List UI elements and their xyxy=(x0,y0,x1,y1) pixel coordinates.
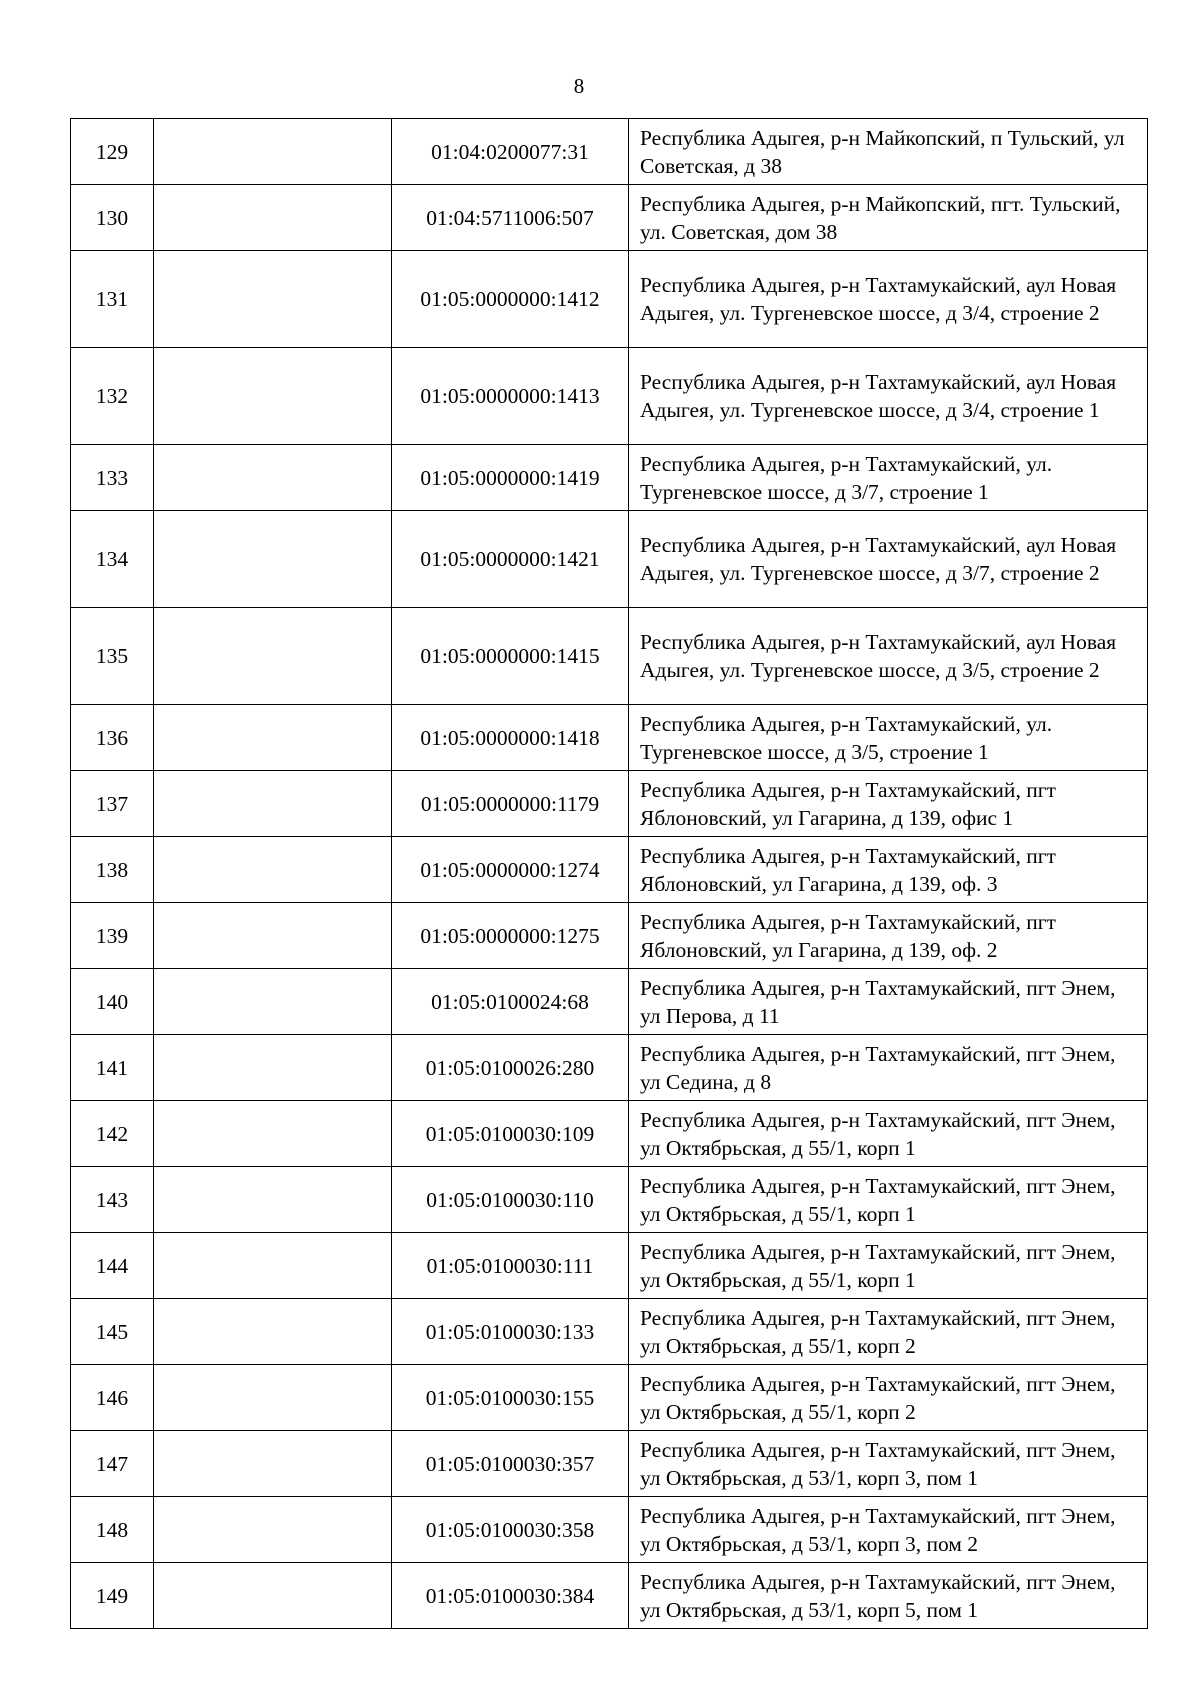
table-row xyxy=(71,1431,1148,1497)
table-row xyxy=(71,903,1148,969)
address: Республика Адыгея, р-н Тахтамукайский, аул Новая Адыгея, ул. Тургеневское шоссе, д 3/5, строение 2 xyxy=(629,608,1148,705)
cadastral-number: 01:05:0100030:384 xyxy=(392,1563,629,1629)
address: Республика Адыгея, р-н Тахтамукайский, пгт Энем, ул Октябрьская, д 53/1, корп 5, пом 1 xyxy=(629,1563,1148,1629)
cadastral-number: 01:05:0000000:1418 xyxy=(392,705,629,771)
row-number: 141 xyxy=(71,1035,154,1101)
empty-cell xyxy=(154,1497,392,1563)
table-row xyxy=(71,1233,1148,1299)
registry-table xyxy=(70,118,1148,1629)
address: Республика Адыгея, р-н Тахтамукайский, пгт Энем, ул Октябрьская, д 55/1, корп 1 xyxy=(629,1101,1148,1167)
cadastral-number: 01:04:0200077:31 xyxy=(392,119,629,185)
address: Республика Адыгея, р-н Тахтамукайский, пгт Энем, ул Октябрьская, д 55/1, корп 1 xyxy=(629,1167,1148,1233)
row-number: 129 xyxy=(71,119,154,185)
page-number: 8 xyxy=(573,74,585,98)
row-number: 131 xyxy=(71,251,154,348)
empty-cell xyxy=(154,608,392,705)
address: Республика Адыгея, р-н Майкопский, пгт. Тульский, ул. Советская, дом 38 xyxy=(629,185,1148,251)
cadastral-number: 01:05:0000000:1419 xyxy=(392,445,629,511)
cadastral-number: 01:05:0100030:110 xyxy=(392,1167,629,1233)
empty-cell xyxy=(154,511,392,608)
table-row xyxy=(71,445,1148,511)
row-number: 136 xyxy=(71,705,154,771)
address: Республика Адыгея, р-н Тахтамукайский, пгт Энем, ул Октябрьская, д 53/1, корп 3, пом 1 xyxy=(629,1431,1148,1497)
cadastral-number: 01:05:0100030:155 xyxy=(392,1365,629,1431)
address: Республика Адыгея, р-н Майкопский, п Тульский, ул Советская, д 38 xyxy=(629,119,1148,185)
empty-cell xyxy=(154,1101,392,1167)
table-row xyxy=(71,771,1148,837)
cadastral-number: 01:05:0100030:109 xyxy=(392,1101,629,1167)
empty-cell xyxy=(154,1299,392,1365)
row-number: 137 xyxy=(71,771,154,837)
address: Республика Адыгея, р-н Тахтамукайский, пгт Энем, ул Перова, д 11 xyxy=(629,969,1148,1035)
table-row xyxy=(71,1101,1148,1167)
address: Республика Адыгея, р-н Тахтамукайский, аул Новая Адыгея, ул. Тургеневское шоссе, д 3/4, строение 2 xyxy=(629,251,1148,348)
cadastral-number: 01:05:0100030:133 xyxy=(392,1299,629,1365)
address: Республика Адыгея, р-н Тахтамукайский, пгт Энем, ул Октябрьская, д 55/1, корп 2 xyxy=(629,1299,1148,1365)
cadastral-number: 01:05:0100030:111 xyxy=(392,1233,629,1299)
table-row xyxy=(71,705,1148,771)
table-row xyxy=(71,1563,1148,1629)
row-number: 133 xyxy=(71,445,154,511)
table-row xyxy=(71,969,1148,1035)
address: Республика Адыгея, р-н Тахтамукайский, пгт Энем, ул Октябрьская, д 53/1, корп 3, пом 2 xyxy=(629,1497,1148,1563)
empty-cell xyxy=(154,1365,392,1431)
empty-cell xyxy=(154,1563,392,1629)
cadastral-number: 01:05:0000000:1179 xyxy=(392,771,629,837)
cadastral-number: 01:05:0100030:358 xyxy=(392,1497,629,1563)
cadastral-number: 01:05:0100030:357 xyxy=(392,1431,629,1497)
row-number: 132 xyxy=(71,348,154,445)
row-number: 145 xyxy=(71,1299,154,1365)
address: Республика Адыгея, р-н Тахтамукайский, пгт Яблоновский, ул Гагарина, д 139, офис 1 xyxy=(629,771,1148,837)
row-number: 146 xyxy=(71,1365,154,1431)
cadastral-number: 01:05:0000000:1274 xyxy=(392,837,629,903)
empty-cell xyxy=(154,348,392,445)
table-row xyxy=(71,119,1148,185)
empty-cell xyxy=(154,837,392,903)
table-row xyxy=(71,251,1148,348)
table-row xyxy=(71,1035,1148,1101)
row-number: 142 xyxy=(71,1101,154,1167)
cadastral-number: 01:05:0000000:1412 xyxy=(392,251,629,348)
row-number: 148 xyxy=(71,1497,154,1563)
cadastral-number: 01:05:0000000:1413 xyxy=(392,348,629,445)
row-number: 144 xyxy=(71,1233,154,1299)
cadastral-number: 01:05:0000000:1421 xyxy=(392,511,629,608)
row-number: 139 xyxy=(71,903,154,969)
empty-cell xyxy=(154,1167,392,1233)
address: Республика Адыгея, р-н Тахтамукайский, ул. Тургеневское шоссе, д 3/7, строение 1 xyxy=(629,445,1148,511)
address: Республика Адыгея, р-н Тахтамукайский, пгт Энем, ул Седина, д 8 xyxy=(629,1035,1148,1101)
cadastral-number: 01:05:0100024:68 xyxy=(392,969,629,1035)
address: Республика Адыгея, р-н Тахтамукайский, ул. Тургеневское шоссе, д 3/5, строение 1 xyxy=(629,705,1148,771)
address: Республика Адыгея, р-н Тахтамукайский, пгт Энем, ул Октябрьская, д 55/1, корп 2 xyxy=(629,1365,1148,1431)
cadastral-number: 01:05:0000000:1415 xyxy=(392,608,629,705)
table-row xyxy=(71,1167,1148,1233)
empty-cell xyxy=(154,705,392,771)
address: Республика Адыгея, р-н Тахтамукайский, пгт Яблоновский, ул Гагарина, д 139, оф. 3 xyxy=(629,837,1148,903)
empty-cell xyxy=(154,903,392,969)
empty-cell xyxy=(154,969,392,1035)
row-number: 135 xyxy=(71,608,154,705)
empty-cell xyxy=(154,1035,392,1101)
empty-cell xyxy=(154,251,392,348)
table-row xyxy=(71,511,1148,608)
empty-cell xyxy=(154,1431,392,1497)
cadastral-number: 01:05:0000000:1275 xyxy=(392,903,629,969)
table-row xyxy=(71,1299,1148,1365)
table-row xyxy=(71,837,1148,903)
table-row xyxy=(71,1365,1148,1431)
row-number: 134 xyxy=(71,511,154,608)
row-number: 138 xyxy=(71,837,154,903)
address: Республика Адыгея, р-н Тахтамукайский, пгт Энем, ул Октябрьская, д 55/1, корп 1 xyxy=(629,1233,1148,1299)
empty-cell xyxy=(154,445,392,511)
empty-cell xyxy=(154,185,392,251)
table-row xyxy=(71,608,1148,705)
table-row xyxy=(71,348,1148,445)
row-number: 130 xyxy=(71,185,154,251)
row-number: 143 xyxy=(71,1167,154,1233)
empty-cell xyxy=(154,119,392,185)
address: Республика Адыгея, р-н Тахтамукайский, аул Новая Адыгея, ул. Тургеневское шоссе, д 3/4, строение 1 xyxy=(629,348,1148,445)
empty-cell xyxy=(154,1233,392,1299)
table-row xyxy=(71,185,1148,251)
cadastral-number: 01:05:0100026:280 xyxy=(392,1035,629,1101)
empty-cell xyxy=(154,771,392,837)
row-number: 147 xyxy=(71,1431,154,1497)
table-row xyxy=(71,1497,1148,1563)
address: Республика Адыгея, р-н Тахтамукайский, пгт Яблоновский, ул Гагарина, д 139, оф. 2 xyxy=(629,903,1148,969)
cadastral-number: 01:04:5711006:507 xyxy=(392,185,629,251)
row-number: 149 xyxy=(71,1563,154,1629)
address: Республика Адыгея, р-н Тахтамукайский, аул Новая Адыгея, ул. Тургеневское шоссе, д 3/7, строение 2 xyxy=(629,511,1148,608)
row-number: 140 xyxy=(71,969,154,1035)
